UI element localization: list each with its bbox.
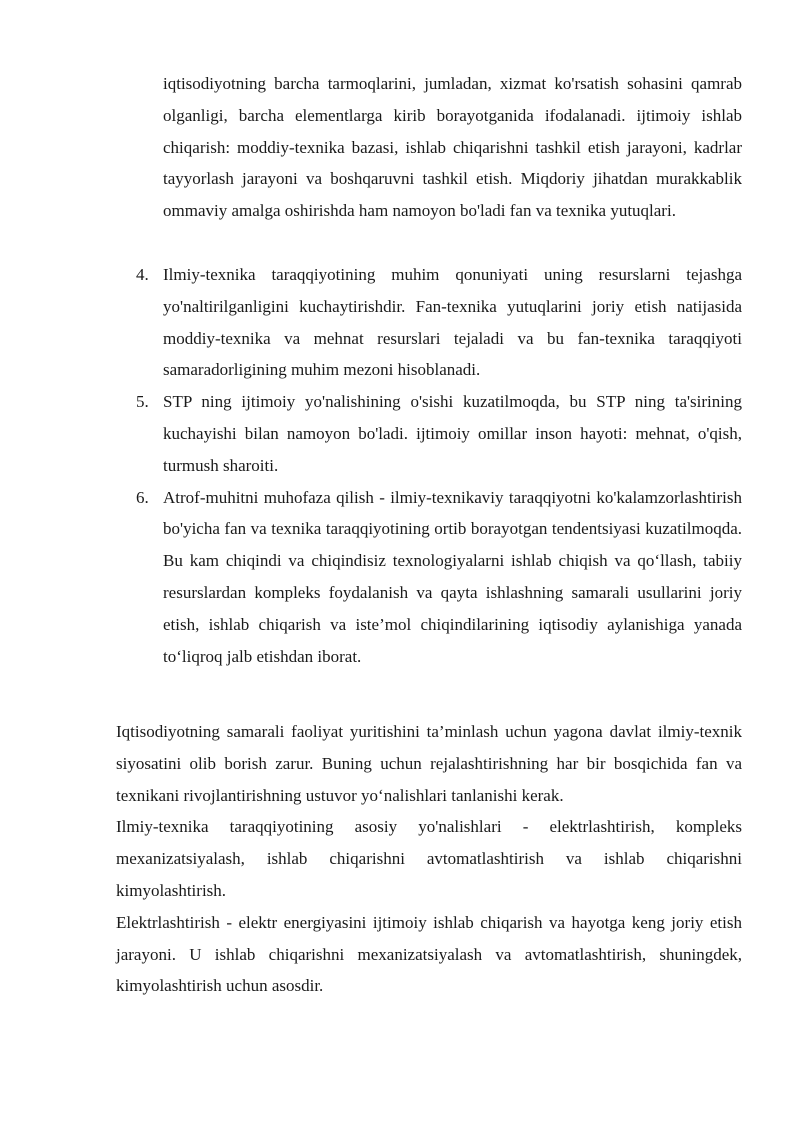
list-item xyxy=(136,259,742,386)
list-item-text: Ilmiy-texnika taraqqiyotining muhim qonuniyati uning resurslarni tejashga yo'naltirilganligini kuchaytirishdir. Fan-texnika yutuqlarini joriy etish natijasida moddiy-texnika va mehnat resurslari tejaladi va bu fan-texnika taraqqiyoti samaradorligining muhim mezoni hisoblanadi. xyxy=(163,265,742,380)
paragraph: Ilmiy-texnika taraqqiyotining asosiy yo'nalishlari - elektrlashtirish, kompleks mexanizatsiyalash, ishlab chiqarishni avtomatlashtirish va ishlab chiqarishni kimyolashtirish. xyxy=(116,817,742,900)
list-item xyxy=(136,386,742,481)
list-item-number: 4. xyxy=(136,265,149,284)
body-paragraphs xyxy=(116,716,742,1002)
list-item-text: STP ning ijtimoiy yo'nalishining o'sishi kuzatilmoqda, bu STP ning ta'sirining kuchayishi bilan namoyon bo'ladi. ijtimoiy omillar inson hayoti: mehnat, o'qish, turmush sharoiti. xyxy=(163,392,742,475)
list-item-text: Atrof-muhitni muhofaza qilish - ilmiy-texnikaviy taraqqiyotni ko'kalamzorlashtirish bo'yicha fan va texnika taraqqiyotining ortib borayotgan tendentsiyasi kuzatilmoqda. Bu kam chiqindi va chiqindisiz texnologiyalarni ishlab chiqish va qo‘llash, tabiiy resurslardan kompleks foydalanish va qayta ishlashning samarali usullarini joriy etish, ishlab chiqarish va iste’mol chiqindilarining iqtisodiy aylanishiga yanada to‘liqroq jalb etishdan iborat. xyxy=(163,487,742,666)
paragraph: Elektrlashtirish - elektr energiyasini ijtimoiy ishlab chiqarish va hayotga keng joriy etish jarayoni. U ishlab chiqarishni mexanizatsiyalash va avtomatlashtirish, shuningdek, kimyolashtirish uchun asosdir. xyxy=(116,912,742,996)
continuation-paragraph: iqtisodiyotning barcha tarmoqlarini, jumladan, xizmat ko'rsatish sohasini qamrab olganligi, barcha elementlarga kirib borayotganida ifodalanadi. ijtimoiy ishlab chiqarish: moddiy-texnika bazasi, ishlab chiqarishni tashkil etish jarayoni, kadrlar tayyorlash jarayoni va boshqaruvni tashkil etish. Miqdoriy jihatdan murakkablik ommaviy amalga oshirishda ham namoyon bo'ladi fan va texnika yutuqlari. xyxy=(163,74,742,221)
numbered-list xyxy=(136,259,742,672)
list-item-number: 6. xyxy=(136,487,149,507)
list-item-number: 5. xyxy=(136,392,149,412)
paragraph: Iqtisodiyotning samarali faoliyat yuritishini ta’minlash uchun yagona davlat ilmiy-texnik siyosatini olib borish zarur. Buning uchun rejalashtirishning har bir bosqichida fan va texnikani rivojlantirishning ustuvor yo‘nalishlari tanlanishi kerak. xyxy=(116,722,742,805)
list-item xyxy=(136,482,742,673)
